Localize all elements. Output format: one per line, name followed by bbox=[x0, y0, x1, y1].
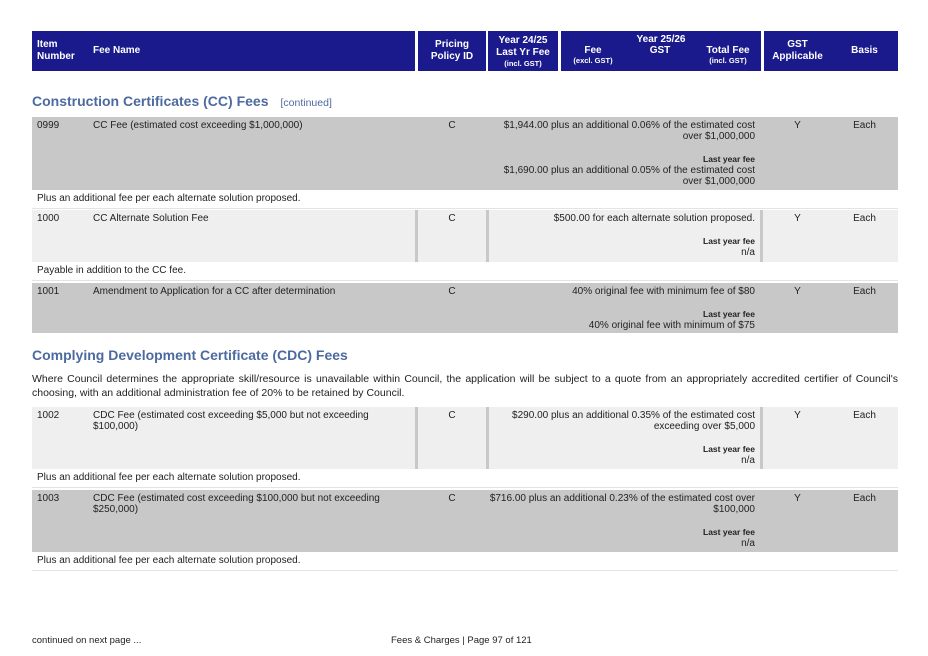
item-number: 0999 bbox=[37, 120, 60, 131]
item-number: 1000 bbox=[37, 213, 60, 224]
fee-name: CC Alternate Solution Fee bbox=[93, 213, 209, 224]
fee-name: CC Fee (estimated cost exceeding $1,000,000) bbox=[93, 120, 303, 131]
section-title-cdc: Complying Development Certificate (CDC) Fees bbox=[32, 347, 348, 363]
header-basis: Basis bbox=[831, 31, 898, 71]
basis: Each bbox=[853, 286, 876, 297]
pricing-policy: C bbox=[448, 120, 456, 131]
basis: Each bbox=[853, 120, 876, 131]
basis: Each bbox=[853, 410, 876, 421]
header-fee-excl: Fee (excl. GST) bbox=[573, 45, 613, 65]
continued-label: [continued] bbox=[280, 97, 332, 109]
fee-name: CDC Fee (estimated cost exceeding $5,000 but not exceeding $100,000) bbox=[93, 410, 369, 432]
column-divider bbox=[760, 210, 763, 262]
gst-applicable: Y bbox=[794, 213, 801, 224]
fee-description: $716.00 plus an additional 0.23% of the estimated cost over $100,000 Last year fee n/a bbox=[489, 493, 755, 549]
fee-description: $1,944.00 plus an additional 0.06% of the estimated cost over $1,000,000 Last year fee $1,690.00 plus an additional 0.05% of the estimated cost over $1,000,000 bbox=[503, 120, 755, 187]
gst-applicable: Y bbox=[794, 493, 801, 504]
table-row bbox=[32, 117, 898, 190]
item-number: 1001 bbox=[37, 286, 60, 297]
table-header bbox=[32, 31, 898, 71]
footer-continued: continued on next page ... bbox=[32, 635, 142, 646]
header-fee-name: Fee Name bbox=[88, 31, 415, 71]
fee-description: $500.00 for each alternate solution proposed. Last year fee n/a bbox=[553, 213, 755, 258]
table-row bbox=[32, 490, 898, 552]
header-year-2526-label: Year 25/26 bbox=[636, 34, 686, 45]
pricing-policy: C bbox=[448, 410, 456, 421]
gst-applicable: Y bbox=[794, 286, 801, 297]
basis: Each bbox=[853, 213, 876, 224]
header-total-fee: Total Fee (incl. GST) bbox=[706, 45, 750, 65]
footer-page-info: Fees & Charges | Page 97 of 121 bbox=[391, 635, 532, 646]
gst-applicable: Y bbox=[794, 120, 801, 131]
header-item-number: Item Number bbox=[32, 31, 88, 71]
table-row bbox=[32, 210, 898, 262]
column-divider bbox=[760, 407, 763, 469]
pricing-policy: C bbox=[448, 213, 456, 224]
row-note: Plus an additional fee per each alternate solution proposed. bbox=[32, 469, 898, 488]
header-year-2425: Year 24/25 Last Yr Fee (incl. GST) bbox=[488, 31, 558, 71]
row-note: Payable in addition to the CC fee. bbox=[32, 262, 898, 281]
table-row bbox=[32, 283, 898, 333]
section-title-cc: Construction Certificates (CC) Fees [continued] bbox=[32, 93, 332, 109]
fee-description: $290.00 plus an additional 0.35% of the estimated cost exceeding over $5,000 Last year fee n/a bbox=[512, 410, 755, 466]
basis: Each bbox=[853, 493, 876, 504]
header-pricing-policy: Pricing Policy ID bbox=[418, 31, 486, 71]
row-note: Plus an additional fee per each alternate solution proposed. bbox=[32, 190, 898, 209]
item-number: 1003 bbox=[37, 493, 60, 504]
header-gst: GST bbox=[649, 45, 671, 56]
fee-name: Amendment to Application for a CC after determination bbox=[93, 286, 336, 297]
item-number: 1002 bbox=[37, 410, 60, 421]
fee-description: 40% original fee with minimum fee of $80 Last year fee 40% original fee with minimum of $75 bbox=[572, 286, 755, 331]
gst-applicable: Y bbox=[794, 410, 801, 421]
pricing-policy: C bbox=[448, 493, 456, 504]
pricing-policy: C bbox=[448, 286, 456, 297]
cdc-intro-paragraph: Where Council determines the appropriate skill/resource is unavailable within Council, the application will be subject to a quote from an appropriately accredited certifier of Council's choosing, with an additional administration fee of 20% to be retained by Council. bbox=[32, 373, 898, 399]
row-note: Plus an additional fee per each alternate solution proposed. bbox=[32, 552, 898, 571]
table-row bbox=[32, 407, 898, 469]
fee-name: CDC Fee (estimated cost exceeding $100,000 but not exceeding $250,000) bbox=[93, 493, 380, 515]
header-gst-applicable: GST Applicable bbox=[764, 31, 831, 71]
